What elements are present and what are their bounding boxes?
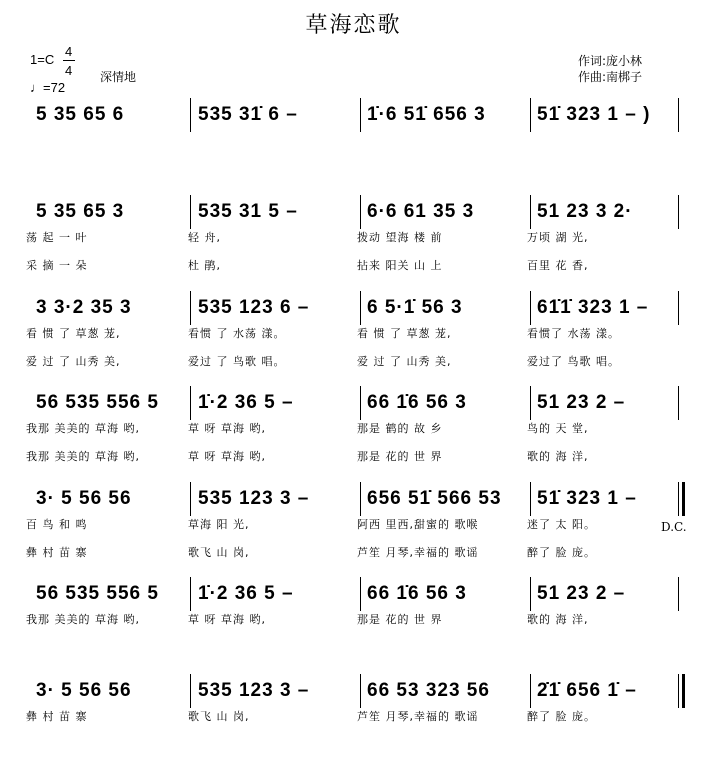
lyric-segment: 万顷 湖 光, [527,231,589,244]
measure-notes: 5 35 65 3 [36,201,125,222]
song-title: 草海恋歌 [305,13,402,38]
lyric-segment: 拨动 望海 楼 前 [357,231,443,244]
lyric-segment: 百里 花 香, [527,259,589,272]
measure-notes: 3· 5 56 56 [36,680,132,701]
measure-notes: 51 23 2 – [537,392,626,413]
lyric-segment: 看惯 了 水荡 漾。 [188,327,286,340]
measure-notes: 66 1̇6 56 3 [367,583,467,604]
barline [530,98,531,132]
lyric-segment: 我那 美美的 草海 哟, [26,613,140,626]
measure-notes: 51̇ 323 1 – [537,488,637,509]
lyric-segment: 醉了 脸 庞。 [527,546,596,559]
barline [530,577,531,611]
lyric-line-2 [0,353,707,369]
lyric-segment: 我那 美美的 草海 哟, [26,422,140,435]
barline [190,386,191,420]
barline [678,195,679,229]
lyric-segment: 荡 起 一 叶 [26,231,88,244]
lyric-segment: 彝 村 苗 寨 [26,710,88,723]
lyric-segment: 那是 鹤的 故 乡 [357,422,443,435]
lyric-segment: 彝 村 苗 寨 [26,546,88,559]
lyric-segment: 迷了 太 阳。 [527,518,596,531]
melody-line-4 [0,392,707,416]
measure-notes: 6 5·1̇ 56 3 [367,297,463,318]
measure-notes: 51̇ 323 1 – ) [537,104,651,125]
measure-notes: 535 123 3 – [198,488,310,509]
lyric-segment: 采 摘 一 朵 [26,259,88,272]
lyric-segment: 鸟的 天 堂, [527,422,589,435]
melody-line-2 [0,201,707,225]
barline [678,386,679,420]
lyric-line-1 [0,516,707,532]
lyric-segment: 草 呀 草海 哟, [188,613,266,626]
lyric-line-1 [0,611,707,627]
measure-notes: 535 31̇ 6 – [198,104,298,125]
barline [190,482,191,516]
barline [678,98,679,132]
lyric-line-1 [0,420,707,436]
time-signature-bottom: 4 [65,63,73,78]
lyric-segment: 草 呀 草海 哟, [188,422,266,435]
barline [190,577,191,611]
barline [530,386,531,420]
measure-notes: 56 535 556 5 [36,583,159,604]
measure-notes: 51 23 3 2· [537,201,633,222]
measure-notes: 66 1̇6 56 3 [367,392,467,413]
barline [190,674,191,708]
barline [678,482,679,516]
lyric-segment: 歌飞 山 岗, [188,710,250,723]
lyric-segment: 爱过了 鸟歌 唱。 [527,355,620,368]
barline [190,291,191,325]
lyric-segment: 看 惯 了 草葱 茏, [26,327,121,340]
da-capo-mark: D.C. [661,520,687,534]
final-barline [682,482,685,516]
measure-notes: 66 53 323 56 [367,680,490,701]
lyric-line-1 [0,229,707,245]
lyric-segment: 歌的 海 洋, [527,613,589,626]
lyric-segment: 爱 过 了 山秀 美, [26,355,121,368]
lyric-line-2 [0,544,707,560]
measure-notes: 3 3·2 35 3 [36,297,132,318]
lyric-segment: 爱 过 了 山秀 美, [357,355,452,368]
measure-notes: 51 23 2 – [537,583,626,604]
barline [530,674,531,708]
lyric-segment: 看惯了 水荡 漾。 [527,327,620,340]
measure-notes: 535 31 5 – [198,201,298,222]
barline [530,195,531,229]
lyric-segment: 草 呀 草海 哟, [188,450,266,463]
time-signature-top: 4 [65,44,73,59]
lyric-line-2 [0,448,707,464]
barline [530,291,531,325]
barline [360,386,361,420]
barline [190,195,191,229]
measure-notes: 1̇·2 36 5 – [198,583,294,604]
barline [678,291,679,325]
measure-notes: 3· 5 56 56 [36,488,132,509]
barline [678,674,679,708]
time-signature-line [63,60,75,61]
barline [360,291,361,325]
measure-notes: 1̇·6 51̇ 656 3 [367,104,486,125]
lyric-segment: 阿西 里西,甜蜜的 歌喉 [357,518,479,531]
lyric-segment: 草海 阳 光, [188,518,250,531]
melody-line-5 [0,488,707,512]
melody-line-7 [0,680,707,704]
expression-mark: 深情地 [100,70,137,84]
barline [360,577,361,611]
lyric-segment: 爱过 了 鸟歌 唱。 [188,355,286,368]
lyric-segment: 歌的 海 洋, [527,450,589,463]
lyric-segment: 歌飞 山 岗, [188,546,250,559]
lyric-segment: 芦笙 月琴,幸福的 歌谣 [357,546,479,559]
measure-notes: 1̇·2 36 5 – [198,392,294,413]
lyric-segment: 百 鸟 和 鸣 [26,518,88,531]
melody-line-6 [0,583,707,607]
measure-notes: 56 535 556 5 [36,392,159,413]
lyric-segment: 我那 美美的 草海 哟, [26,450,140,463]
lyric-segment: 那是 花的 世 界 [357,613,443,626]
measure-notes: 656 51̇ 566 53 [367,488,502,509]
key-signature: 1=C [30,52,55,67]
barline [190,98,191,132]
barline [530,482,531,516]
final-barline [682,674,685,708]
measure-notes: 5 35 65 6 [36,104,125,125]
melody-line-3 [0,297,707,321]
lyric-segment: 芦笙 月琴,幸福的 歌谣 [357,710,479,723]
lyricist-credit: 作词:庞小林 [578,54,643,68]
lyric-segment: 杜 鹃, [188,259,221,272]
tempo-mark: ♩=72 [30,80,66,95]
lyric-segment: 轻 舟, [188,231,221,244]
measure-notes: 61̇1̇ 323 1 – [537,297,649,318]
measure-notes: 6·6 61 35 3 [367,201,475,222]
measure-notes: 2̇1̇ 656 1̇ – [537,680,637,701]
lyric-line-1 [0,708,707,724]
barline [360,195,361,229]
lyric-segment: 看 惯 了 草葱 茏, [357,327,452,340]
barline [678,577,679,611]
barline [360,482,361,516]
lyric-segment: 醉了 脸 庞。 [527,710,596,723]
lyric-segment: 拈来 阳关 山 上 [357,259,443,272]
measure-notes: 535 123 6 – [198,297,310,318]
lyric-line-1 [0,325,707,341]
barline [360,674,361,708]
measure-notes: 535 123 3 – [198,680,310,701]
melody-line-1 [0,104,707,128]
composer-credit: 作曲:南梆子 [578,70,643,84]
lyric-line-2 [0,257,707,273]
lyric-segment: 那是 花的 世 界 [357,450,443,463]
barline [360,98,361,132]
